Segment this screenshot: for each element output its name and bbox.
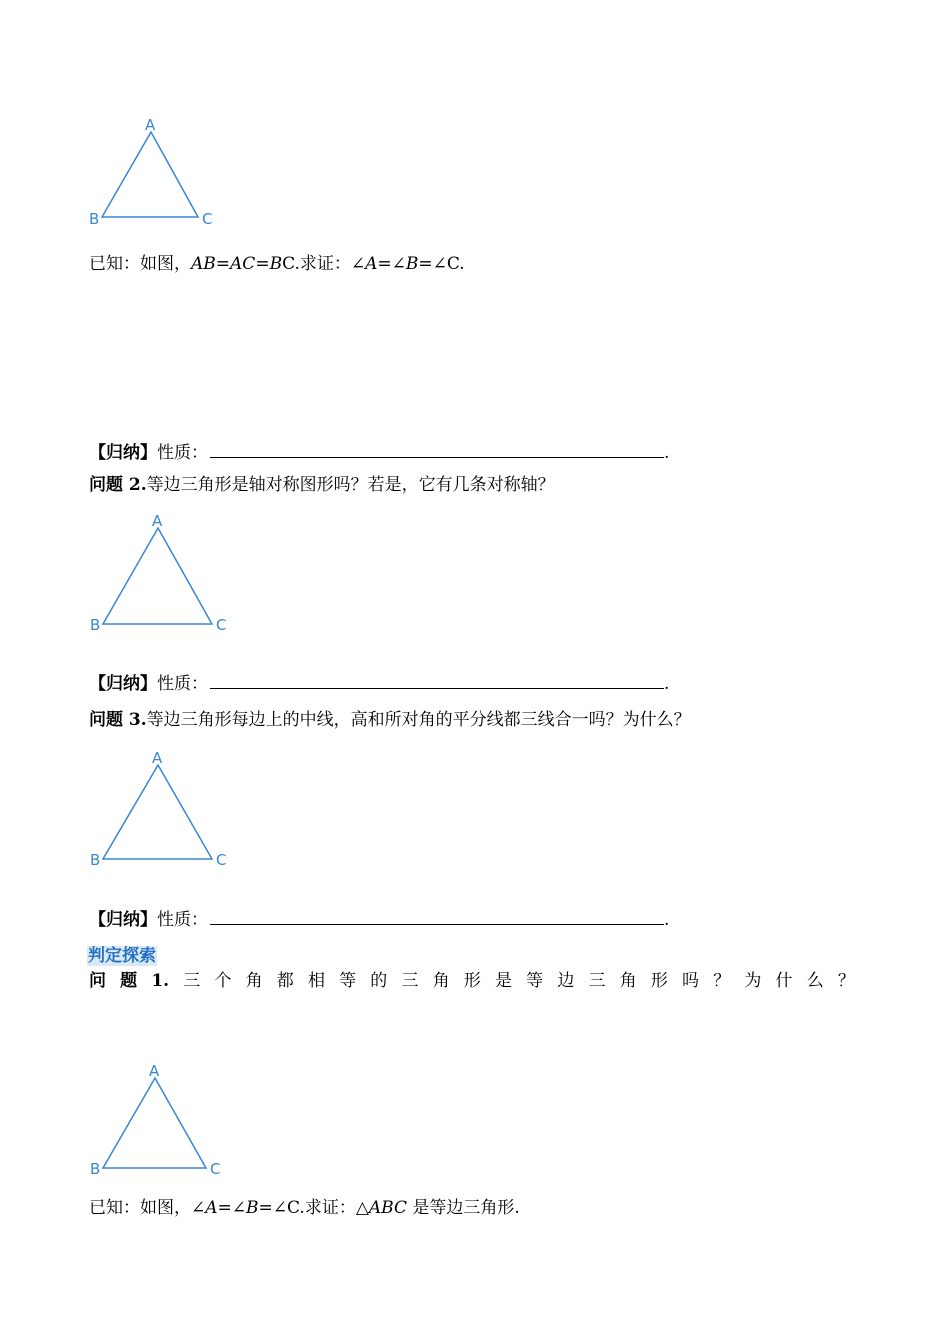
vertex-label-a: A bbox=[152, 512, 163, 530]
answer-blank[interactable] bbox=[210, 672, 664, 689]
given-statement-2: 已知：如图，∠A=∠B=∠C.求证：△ABC 是等边三角形. bbox=[89, 1198, 520, 1218]
judge-question-1: 问 题 1. 三 个 角 都 相 等 的 三 角 形 是 等 边 三 角 形 吗 ？ 为 什 么 ？ bbox=[89, 971, 855, 991]
question-3: 问题 3.等边三角形每边上的中线，高和所对角的平分线都三线合一吗？为什么？ bbox=[89, 710, 691, 730]
vertex-label-a: A bbox=[152, 749, 163, 767]
vertex-label-b: B bbox=[90, 1160, 101, 1178]
summary-2: 【归纳】性质： . bbox=[89, 674, 670, 694]
triangle-figure-3 bbox=[86, 747, 236, 871]
answer-blank[interactable] bbox=[210, 441, 664, 458]
triangle-figure-4 bbox=[86, 1060, 231, 1182]
vertex-label-b: B bbox=[89, 210, 100, 228]
vertex-label-a: A bbox=[149, 1062, 160, 1080]
vertex-label-c: C bbox=[202, 210, 213, 228]
section-heading: 判定探索 bbox=[88, 946, 156, 966]
triangle-figure-2 bbox=[86, 510, 236, 634]
summary-1: 【归纳】性质： . bbox=[89, 443, 670, 463]
vertex-label-c: C bbox=[210, 1160, 221, 1178]
answer-blank[interactable] bbox=[210, 908, 664, 925]
vertex-label-b: B bbox=[90, 851, 101, 869]
given-statement-1: 已知：如图，AB=AC=BC.求证：∠A=∠B=∠C. bbox=[89, 254, 465, 274]
question-2: 问题 2.等边三角形是轴对称图形吗？若是，它有几条对称轴？ bbox=[89, 475, 555, 495]
vertex-label-c: C bbox=[216, 616, 227, 634]
vertex-label-b: B bbox=[90, 616, 101, 634]
triangle-figure-1 bbox=[86, 114, 226, 232]
summary-3: 【归纳】性质： . bbox=[89, 910, 670, 930]
vertex-label-a: A bbox=[145, 116, 156, 134]
vertex-label-c: C bbox=[216, 851, 227, 869]
